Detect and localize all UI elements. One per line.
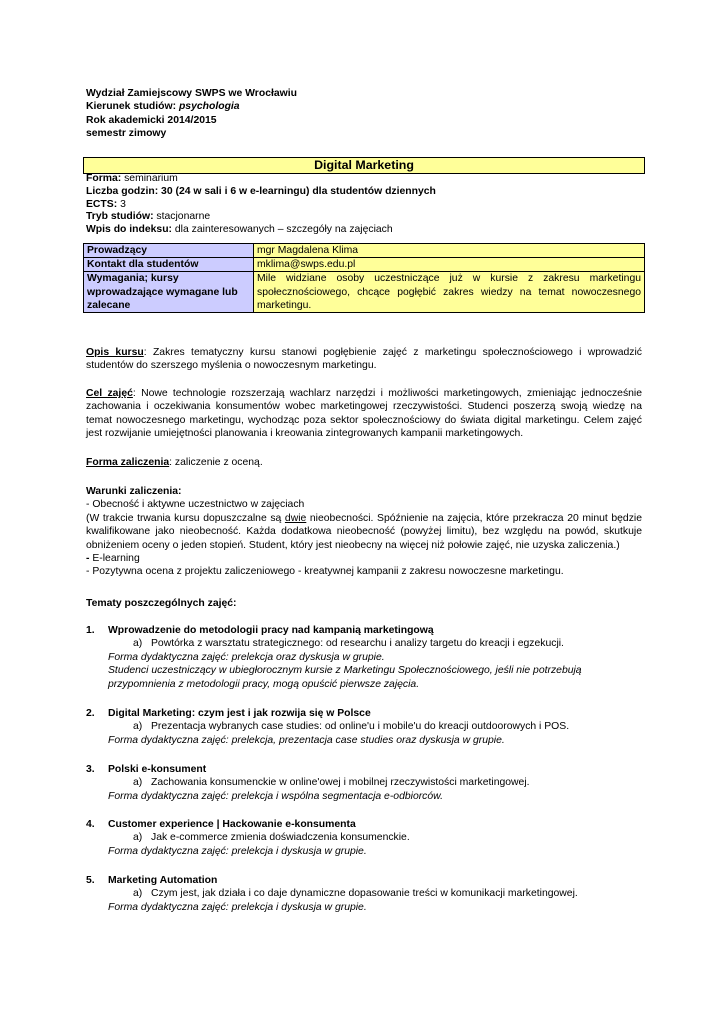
list-item: - Obecność i aktywne uczestnictwo w zajęciach bbox=[86, 499, 305, 511]
topic-heading: 4. Customer experience | Hackowanie e-konsumenta bbox=[86, 819, 356, 830]
topic-4 bbox=[86, 818, 642, 858]
topic-form: Forma dydaktyczna zajęć: prelekcja i dyskusja w grupie. bbox=[108, 845, 367, 857]
faculty-line: Wydział Zamiejscowy SWPS we Wrocławiu bbox=[86, 88, 297, 99]
course-description-label: Opis kursu bbox=[86, 347, 144, 358]
course-goal-label: Cel zajęć bbox=[86, 388, 133, 399]
grading-form-label: Forma zaliczenia bbox=[86, 457, 170, 468]
table-row bbox=[84, 258, 645, 272]
topic-5 bbox=[86, 874, 642, 914]
table-row bbox=[84, 272, 645, 313]
topic-form: Forma dydaktyczna zajęć: prelekcja i dyskusja w grupie. bbox=[108, 901, 367, 913]
instructor-value: mgr Magdalena Klima bbox=[254, 244, 645, 258]
topic-note: Studenci uczestniczący w ubiegłorocznym kursie z Marketingu Społecznościowego, jeśli nie potrzebują przypomnienia z metodologii pracy, mogą opuścić pierwsze zajęcia. bbox=[108, 665, 582, 690]
pass-conditions bbox=[86, 485, 642, 579]
contact-email: mklima@swps.edu.pl bbox=[254, 258, 645, 272]
requirements-label: Wymagania; kursy wprowadzające wymagane lub zalecane bbox=[84, 272, 254, 313]
topic-1 bbox=[86, 624, 642, 691]
contact-label: Kontakt dla studentów bbox=[84, 258, 254, 272]
topic-form: Forma dydaktyczna zajęć: prelekcja, prezentacja case studies oraz dyskusja w grupie. bbox=[108, 734, 505, 746]
topic-heading: 3. Polski e-konsument bbox=[86, 764, 207, 775]
absence-note: (W trakcie trwania kursu dopuszczalne są dwie nieobecności. Spóźnienie na zajęcia, które przekracza 20 minut będzie kwalifikowane jako nieobecność. Każda dodatkowa nieobecność (powyżej limitu), bez względu na powód, skutkuje obniżeniem oceny o jeden stopień. Student, który jest nieobecny na więcej niż połowie zajęć, nie uzyska zaliczenia.) bbox=[86, 512, 642, 551]
topic-subitem: a) Jak e-commerce zmienia doświadczenia konsumenckie. bbox=[133, 832, 410, 844]
course-title: Digital Marketing bbox=[83, 157, 645, 174]
topic-3 bbox=[86, 763, 642, 803]
topic-subitem: a) Powtórka z warsztatu strategicznego: od researchu i analizy targetu do kreacji i egzekucji. bbox=[133, 638, 564, 650]
field-of-study: Kierunek studiów: psychologia bbox=[86, 101, 240, 113]
grading-form: Forma zaliczenia: zaliczenie z oceną. bbox=[86, 457, 263, 468]
list-item: - Pozytywna ocena z projektu zaliczeniowego - kreatywnej kampanii z zakresu nowoczesne marketingu. bbox=[86, 566, 564, 578]
meta-forma: Forma: seminarium bbox=[86, 173, 178, 184]
table-row bbox=[84, 244, 645, 258]
topic-subitem: a) Czym jest, jak działa i co daje dynamiczne dopasowanie treści w komunikacji marketingowej. bbox=[133, 888, 578, 900]
topics-title: Tematy poszczególnych zajęć: bbox=[86, 598, 237, 609]
topic-subitem: a) Zachowania konsumenckie w online'owej i mobilnej rzeczywistości marketingowej. bbox=[133, 777, 530, 789]
list-item: - E-learning bbox=[86, 553, 140, 565]
course-goal: Cel zajęć: Nowe technologie rozszerzają wachlarz narzędzi i możliwości marketingowych, zmieniając jednocześnie zachowania i oczekiwania konsumentów wobec marketingowej rzeczywistości. Studenci poszerzą swoją wiedzę na temat nowoczesnego marketingu, wychodząc poza sektor społecznościowy do świata digital marketingu. Celem zajęć jest rozwijanie umiejętności planowania i kreowania zintegrowanych kampanii marketingowych. bbox=[86, 388, 643, 440]
meta-hours: Liczba godzin: 30 (24 w sali i 6 w e-learningu) dla studentów dziennych bbox=[86, 185, 436, 197]
meta-ects: ECTS: 3 bbox=[86, 198, 126, 210]
document-header bbox=[86, 87, 297, 140]
course-description: Opis kursu: Zakres tematyczny kursu stanowi pogłębienie zajęć z marketingu społecznościowego i wprowadzić studentów do szerszego myślenia o nowoczesnym marketingu. bbox=[86, 347, 642, 372]
course-meta bbox=[86, 173, 646, 237]
topic-form: Forma dydaktyczna zajęć: prelekcja oraz dyskusja w grupie. bbox=[108, 651, 385, 663]
field-of-study-value: psychologia bbox=[178, 101, 240, 113]
meta-mode: Tryb studiów: stacjonarne bbox=[86, 211, 211, 223]
meta-index: Wpis do indeksu: dla zainteresowanych – szczegóły na zajęciach bbox=[86, 224, 393, 236]
requirements-value: Mile widziane osoby uczestniczące już w kursie z zakresu marketingu społecznościowego, chcące pogłębić zakres wiedzy na temat nowoczesnego marketingu. bbox=[254, 272, 645, 313]
instructor-label: Prowadzący bbox=[84, 244, 254, 258]
topic-heading: 1. Wprowadzenie do metodologii pracy nad kampanią marketingową bbox=[86, 625, 434, 636]
semester: semestr zimowy bbox=[86, 127, 167, 139]
topic-form: Forma dydaktyczna zajęć: prelekcja i wspólna segmentacja e-odbiorców. bbox=[108, 790, 443, 802]
topic-heading: 2. Digital Marketing: czym jest i jak rozwija się w Polsce bbox=[86, 708, 371, 719]
academic-year: Rok akademicki 2014/2015 bbox=[86, 114, 217, 126]
pass-conditions-title: Warunki zaliczenia: bbox=[86, 486, 182, 497]
topic-subitem: a) Prezentacja wybranych case studies: od online'u i mobile'u do kreacji outdoorowych i POS. bbox=[133, 721, 570, 733]
topic-2 bbox=[86, 707, 642, 747]
course-info-table bbox=[83, 243, 645, 313]
topic-heading: 5. Marketing Automation bbox=[86, 875, 218, 886]
